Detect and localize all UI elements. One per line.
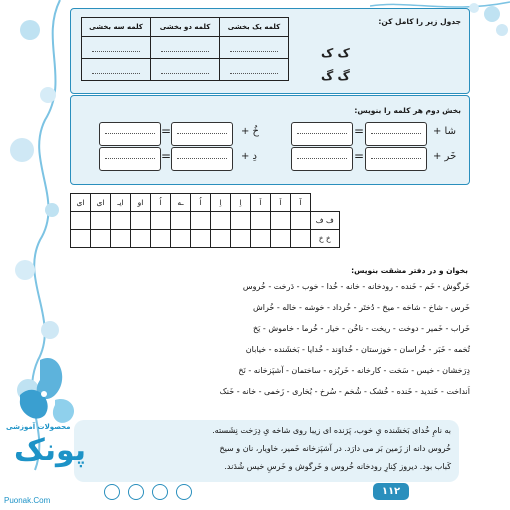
cell-blank[interactable]	[151, 37, 220, 59]
grid-cell[interactable]	[91, 230, 111, 248]
word-line: اَنداخت - خَندید - خَنده - خُشک - شُخم - سُرخ - بُخاری - زَخمی - خانه - خَنک	[219, 387, 470, 396]
section1-title: جدول زیر را کامل کن:	[378, 17, 461, 26]
story-box	[74, 420, 459, 482]
grid-cell[interactable]	[131, 230, 151, 248]
reading-title: بخوان و در دفتر مشقت بنویس:	[351, 266, 468, 275]
story-line: کَباب بود. دیروز کِنارِ رودخانه خُروس و خَرگوش و خَرسِ خیس شُدَند.	[224, 462, 451, 471]
header-one-part: کلمه یک بخشی	[220, 18, 289, 37]
grid-cell[interactable]	[231, 212, 251, 230]
grid-cell[interactable]	[271, 230, 291, 248]
brand-tagline: محصولات آموزشی	[6, 423, 71, 431]
grid-header: اَ	[251, 194, 271, 212]
grid-header: ای	[71, 194, 91, 212]
grid-cell[interactable]	[91, 212, 111, 230]
complete-table-panel	[70, 8, 470, 94]
answer-box[interactable]	[365, 147, 427, 171]
smiley-icon[interactable]	[176, 484, 192, 500]
answer-box[interactable]	[291, 122, 353, 146]
grid-cell[interactable]	[111, 212, 131, 230]
grid-cell[interactable]	[171, 230, 191, 248]
grid-header: او	[131, 194, 151, 212]
smiley-icon[interactable]	[128, 484, 144, 500]
grid-cell[interactable]	[151, 230, 171, 248]
brand-url: Puonak.Com	[4, 496, 51, 505]
cell-blank[interactable]	[220, 37, 289, 59]
grid-cell[interactable]	[191, 230, 211, 248]
equals-sign: =	[161, 149, 172, 163]
grid-header: ای	[91, 194, 111, 212]
answer-box[interactable]	[171, 122, 233, 146]
grid-cell[interactable]	[291, 230, 311, 248]
grid-header: اُ	[191, 194, 211, 212]
grid-cell[interactable]	[111, 230, 131, 248]
word-line: خَرس - شاخ - شاخه - میخ - دُختَر - خُرداد - خوشه - خاله - خُراش	[252, 303, 470, 312]
grid-cell[interactable]	[251, 230, 271, 248]
grid-header: آ	[291, 194, 311, 212]
grid-cell[interactable]	[251, 212, 271, 230]
smiley-icon[interactable]	[152, 484, 168, 500]
grid-header: اُ	[151, 194, 171, 212]
row-label-kaf: ک ک	[321, 46, 350, 60]
answer-box[interactable]	[365, 122, 427, 146]
grid-header: اِ	[231, 194, 251, 212]
story-line: خُروس دانه از زَمین بَر می دارَد. در آشپَزخانه خَمیر، خاویار، نان و سیخ	[219, 444, 451, 453]
grid-cell[interactable]	[211, 212, 231, 230]
answer-box[interactable]	[99, 147, 161, 171]
header-three-part: کلمه سه بخشی	[82, 18, 151, 37]
grid-header: اَ	[271, 194, 291, 212]
section2-title: بخش دوم هر کلمه را بنویس:	[354, 106, 461, 115]
cell-blank[interactable]	[220, 59, 289, 81]
cell-blank[interactable]	[82, 37, 151, 59]
second-part-panel	[70, 95, 470, 185]
grid-cell[interactable]	[291, 212, 311, 230]
grid-cell[interactable]	[171, 212, 191, 230]
brand-logo: پونک	[14, 433, 87, 468]
grid-row-label: خ خ	[311, 230, 340, 248]
story-line: به نامِ خُدای بَخشَنده یِ خوب، پَرَنده ای زیبا روی شاخه یِ دِرَخت نِشَسته.	[212, 426, 451, 435]
word-line: دِرَخشان - خیس - سَخت - کارخانه - خَربُزه - ساختمان - آشپَزخانه - نَخ	[238, 366, 470, 375]
word-line: تُخمه - خَبَر - خُراسان - خوزستان - خُداوَند - خُدایا - بَخشَنده - خیابان	[245, 345, 470, 354]
grid-header: ـه	[171, 194, 191, 212]
vowel-grid	[70, 193, 340, 248]
equals-sign: =	[161, 124, 172, 138]
answer-box[interactable]	[291, 147, 353, 171]
grid-header: اِ	[211, 194, 231, 212]
word-split-table	[81, 17, 289, 81]
sum-kho: خُ +	[241, 126, 260, 137]
grid-row-label: ف ف	[311, 212, 340, 230]
sum-de: دِ +	[241, 151, 258, 162]
cell-blank[interactable]	[82, 59, 151, 81]
rating-faces	[104, 484, 195, 504]
sum-khar: خَر +	[433, 151, 457, 162]
page-number: ۱۱۲	[373, 483, 409, 500]
word-line: خَرگوش - خَم - خَنده - رودخانه - خانه - خُدا - خوب - دَرخت - خُروس	[242, 282, 470, 291]
header-two-part: کلمه دو بخشی	[151, 18, 220, 37]
grid-cell[interactable]	[131, 212, 151, 230]
word-line: خَراب - خَمیر - دوخت - ریخت - ناخُن - خیار - خُرما - خاموش - یَخ	[252, 324, 470, 333]
grid-cell[interactable]	[191, 212, 211, 230]
smiley-icon[interactable]	[104, 484, 120, 500]
grid-cell[interactable]	[231, 230, 251, 248]
answer-box[interactable]	[171, 147, 233, 171]
grid-cell[interactable]	[71, 230, 91, 248]
grid-cell[interactable]	[211, 230, 231, 248]
equals-sign: =	[354, 149, 365, 163]
equals-sign: =	[354, 124, 365, 138]
cell-blank[interactable]	[151, 59, 220, 81]
row-label-gaf: گ گ	[321, 69, 350, 83]
grid-cell[interactable]	[151, 212, 171, 230]
grid-cell[interactable]	[71, 212, 91, 230]
answer-box[interactable]	[99, 122, 161, 146]
grid-header: ایـ	[111, 194, 131, 212]
grid-cell[interactable]	[271, 212, 291, 230]
sum-sha: شا +	[433, 126, 456, 137]
